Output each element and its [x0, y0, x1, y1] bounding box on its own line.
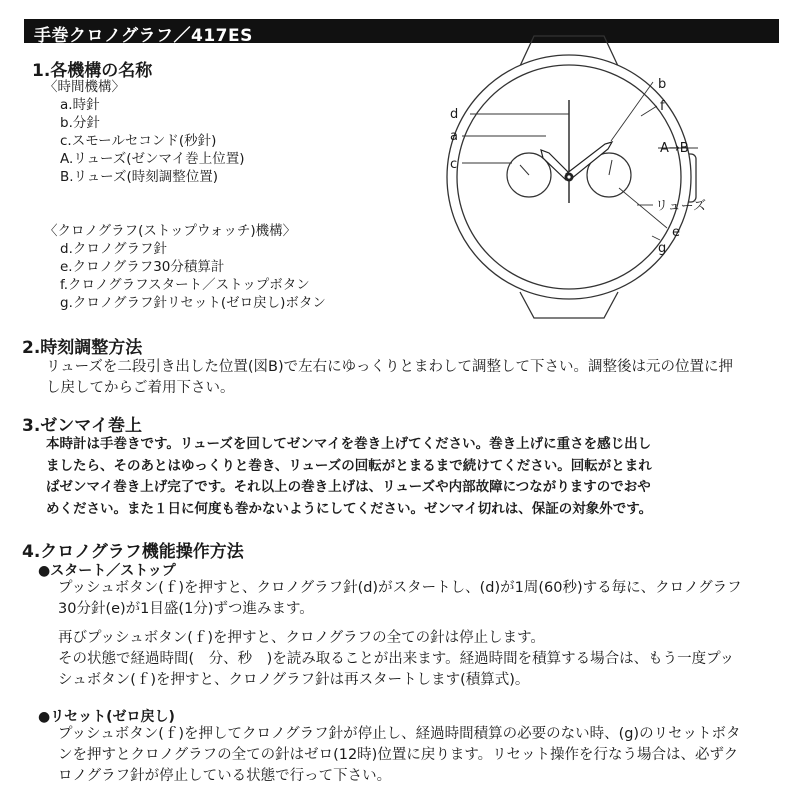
item-e: e.クロノグラフ30分積算計: [60, 259, 225, 275]
label-b: b: [658, 77, 667, 92]
item-b: b.分針: [60, 115, 100, 131]
item-a: a.時針: [60, 97, 100, 113]
label-f: f: [660, 99, 665, 114]
section-3-body: 本時計は手巻きです。リューズを回してゼンマイを巻き上げてください。巻き上げに重さを感じ出し ましたら、そのあとはゆっくりと巻き、リューズの回転がとまるまで続けてください。回転がとまれ ばゼンマイ巻き上げ完了です。それ以上の巻き上げは、リューズや内部故障につながりますのでおや めください。また１日に何度も巻かないようにしてください。ゼンマイ切れは、保証の対象外です。: [46, 436, 653, 517]
section-2-heading: 2.時刻調整方法: [22, 338, 143, 358]
item-f: f.クロノグラフスタート／ストップボタン: [60, 277, 310, 293]
item-g: g.クロノグラフ針リセット(ゼロ戻し)ボタン: [60, 295, 326, 311]
item-A: A.リューズ(ゼンマイ巻上位置): [60, 151, 245, 167]
reset-paragraph: プッシュボタン(ｆ)を押してクロノグラフ針が停止し、経過時間積算の必要のない時、(g)のリセットボタ ンを押すとクロノグラフの全ての針はゼロ(12時)位置に戻ります。リセット操作を行なう場合は、必ずク ロノグラフ針が停止している状態で行って下さい。: [58, 726, 741, 784]
subheading-start-stop: ●スタート／ストップ: [38, 563, 176, 579]
item-d: d.クロノグラフ針: [60, 241, 167, 257]
label-c: c: [450, 157, 458, 172]
label-a-to-b: A→B: [660, 141, 689, 156]
label-a: a: [450, 129, 458, 144]
section-3-heading: 3.ゼンマイ巻上: [22, 416, 142, 436]
page-title: 手巻クロノグラフ／417ES: [34, 26, 253, 46]
item-c: c.スモールセコンド(秒針): [60, 133, 217, 149]
section-1-heading: 1.各機構の名称: [32, 61, 153, 81]
group-chrono-mechanism: 〈クロノグラフ(ストップウォッチ)機構〉: [44, 223, 297, 239]
start-stop-paragraph-1: プッシュボタン(ｆ)を押すと、クロノグラフ針(d)がスタートし、(d)が1周(60秒)する毎に、クロノグラフ 30分針(e)が1目盛(1分)ずつ進みます。: [58, 580, 742, 617]
label-crown: リューズ: [655, 199, 706, 214]
label-g: g: [658, 241, 667, 256]
watch-diagram: [0, 0, 800, 330]
section-2-body: リューズを二段引き出した位置(図B)で左右にゆっくりとまわして調整して下さい。調整後は元の位置に押 し戻してからご着用下さい。: [46, 359, 733, 396]
section-4-heading: 4.クロノグラフ機能操作方法: [22, 542, 244, 562]
item-B: B.リューズ(時刻調整位置): [60, 169, 219, 185]
label-e: e: [672, 225, 680, 240]
group-time-mechanism: 〈時間機構〉: [44, 79, 125, 95]
subheading-reset: ●リセット(ゼロ戻し): [38, 709, 175, 725]
label-d: d: [450, 107, 459, 122]
start-stop-paragraph-2: 再びプッシュボタン(ｆ)を押すと、クロノグラフの全ての針は停止します。 その状態で経過時間( 分、秒 )を読み取ることが出来ます。経過時間を積算する場合は、もう一度プッ シュボタン(ｆ)を押すと、クロノグラフ針は再スタートします(積算式)。: [58, 630, 735, 688]
